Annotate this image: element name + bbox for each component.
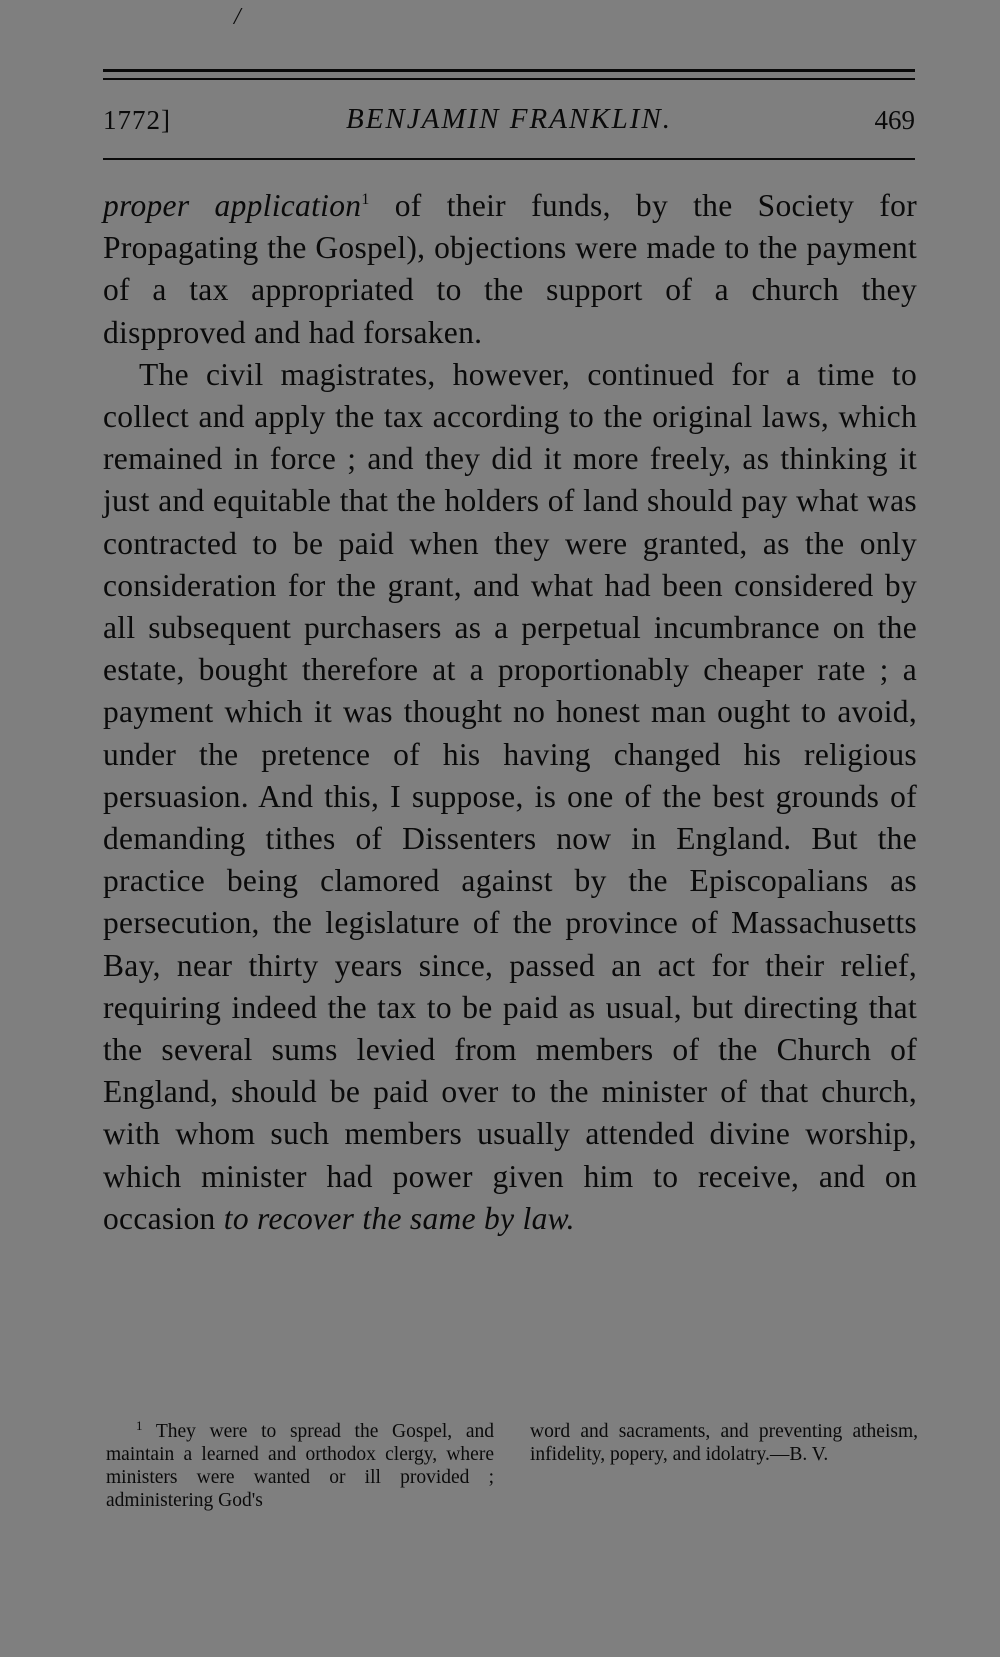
- main-text: [103, 185, 917, 1240]
- paragraph-2: [103, 354, 917, 1240]
- footnote: [106, 1420, 918, 1512]
- running-header: [103, 103, 915, 143]
- footnote-column-2-text: word and sacraments, and preventing atheism, infidelity, popery, and idolatry.—B. V.: [530, 1421, 918, 1465]
- stray-pencil-mark: /: [234, 4, 241, 30]
- paragraph-2-italic: to recover the same by law.: [223, 1200, 575, 1236]
- header-title: BENJAMIN FRANKLIN.: [346, 103, 672, 135]
- paragraph-1: [103, 185, 917, 354]
- paragraph-2-text: The civil magistrates, however, continued for a time to collect and apply the tax according to the original laws, which remained in force ; and they did it more freely, as thinking it just and equitable that the holders of land should pay what was contracted to be paid when they were granted, as the only consideration for the grant, and what had been considered by all subsequent purchasers as a perpetual incumbrance on the estate, bought therefore at a proportionably cheaper rate ; a payment which it was thought no honest man ought to avoid, under the pretence of his having changed his religious persuasion. And this, I suppose, is one of the best grounds of demanding tithes of Dissenters now in England. But the practice being clamored against by the Episcopalians as persecution, the legislature of the province of Massachusetts Bay, near thirty years since, passed an act for their relief, requiring indeed the tax to be paid as usual, but directing that the several sums levied from members of the Church of England, should be paid over to the minister of that church, with whom such members usually attended divine worship, which minister had power given him to receive, and on occasion: [103, 356, 917, 1236]
- paragraph-1-text: of their funds, by the Society for Propagating the Gospel), objections were made to the payment of a tax appropriated to the support of a church they dispproved and had forsaken.: [103, 188, 917, 350]
- footnote-mark: 1: [136, 1418, 143, 1433]
- footnote-column-1-text: They were to spread the Gospel, and maintain a learned and orthodox clergy, where ministers were wanted or ill provided ; administering God's: [106, 1421, 494, 1511]
- header-rule-bottom: [103, 158, 915, 160]
- header-rule-top: [103, 69, 915, 72]
- paragraph-1-italic: proper application: [103, 188, 362, 223]
- footnote-column-2: [530, 1420, 918, 1512]
- header-year: 1772]: [103, 105, 171, 135]
- footnote-column-1: [106, 1420, 494, 1512]
- page-number: 469: [874, 105, 915, 135]
- header-rule-top-inner: [103, 78, 915, 80]
- footnote-reference: 1: [361, 191, 370, 208]
